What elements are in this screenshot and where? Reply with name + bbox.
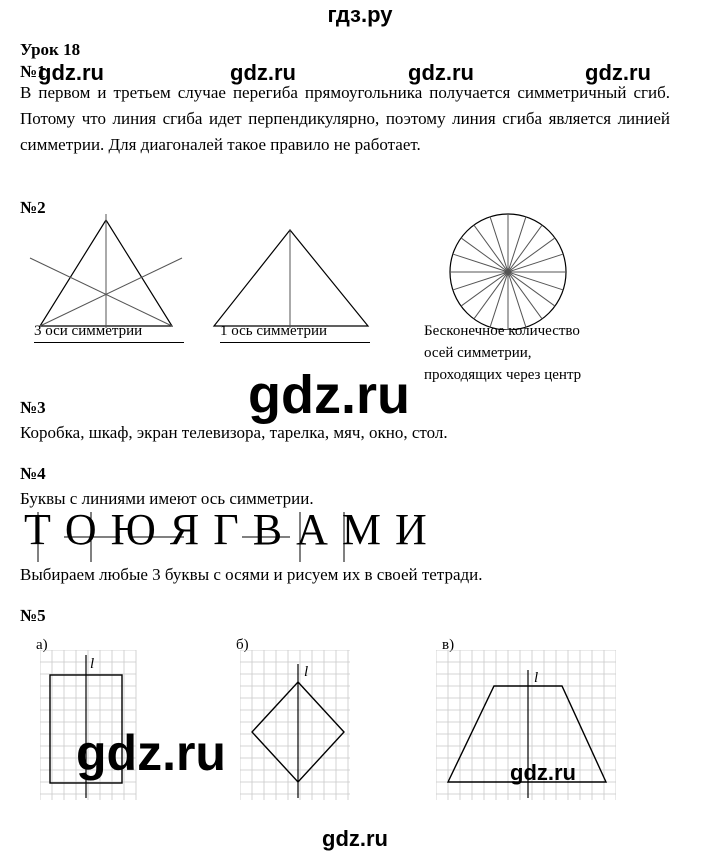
caption-infinite-axes-2: осей симметрии, bbox=[424, 345, 532, 361]
letter: О bbox=[64, 505, 97, 554]
watermark: gdz.ru bbox=[585, 60, 651, 85]
letter: В bbox=[252, 505, 283, 554]
equilateral-triangle bbox=[30, 214, 182, 328]
circle-with-axes bbox=[450, 214, 566, 330]
watermark: gdz.ru bbox=[510, 760, 576, 785]
letter-axes bbox=[0, 510, 720, 564]
letter: Г bbox=[213, 505, 239, 554]
letter: А bbox=[296, 505, 328, 554]
task1-text: В первом и третьем случае перегиба прямоугольника получается симметричный сгиб. Потому что линия сгиба идет перпендикулярно, поэтому линия сгиба является линией симметрии. Для диагоналей такое правило не работает. bbox=[20, 83, 670, 154]
task5-number: №5 bbox=[20, 606, 46, 625]
task2-number: №2 bbox=[20, 198, 46, 217]
watermark: gdz.ru bbox=[230, 60, 296, 85]
letter: И bbox=[394, 505, 427, 554]
isosceles-triangle bbox=[214, 230, 368, 328]
caption-one-axis: 1 ось симметрии bbox=[220, 320, 370, 343]
part-a-label: а) bbox=[36, 637, 48, 653]
task4-outro: Выбираем любые 3 буквы с осями и рисуем их в своей тетради. bbox=[20, 565, 483, 584]
task4-intro: Буквы с линиями имеют ось симметрии. bbox=[20, 489, 314, 508]
watermark: gdz.ru bbox=[38, 60, 104, 85]
axis-label: l bbox=[90, 656, 95, 672]
caption-three-axes: 3 оси симметрии bbox=[34, 320, 184, 343]
letter: Ю bbox=[110, 505, 156, 554]
letter: М bbox=[341, 505, 381, 554]
part-v-label: в) bbox=[442, 637, 455, 653]
caption-infinite-axes-1: Бесконечное количество bbox=[424, 323, 580, 339]
task1-number: №1 bbox=[20, 62, 46, 81]
watermark: gdz.ru bbox=[322, 826, 388, 851]
task2-figures bbox=[0, 210, 720, 330]
site-header: гдз.ру bbox=[327, 2, 393, 27]
axis-label: l bbox=[304, 664, 309, 680]
watermark: gdz.ru bbox=[76, 725, 226, 781]
axis-label: l bbox=[534, 670, 539, 686]
part-b-label: б) bbox=[236, 637, 249, 653]
grid-figure-b bbox=[240, 650, 350, 800]
task3-number: №3 bbox=[20, 398, 46, 417]
watermark: gdz.ru bbox=[248, 365, 410, 425]
watermark: gdz.ru bbox=[408, 60, 474, 85]
letter: Я bbox=[169, 505, 200, 554]
lesson-title: Урок 18 bbox=[20, 40, 81, 59]
task4-number: №4 bbox=[20, 464, 46, 483]
caption-infinite-axes-3: проходящих через центр bbox=[424, 367, 582, 383]
letter: Т bbox=[24, 505, 51, 554]
task3-text: Коробка, шкаф, экран телевизора, тарелка, мяч, окно, стол. bbox=[20, 423, 448, 442]
